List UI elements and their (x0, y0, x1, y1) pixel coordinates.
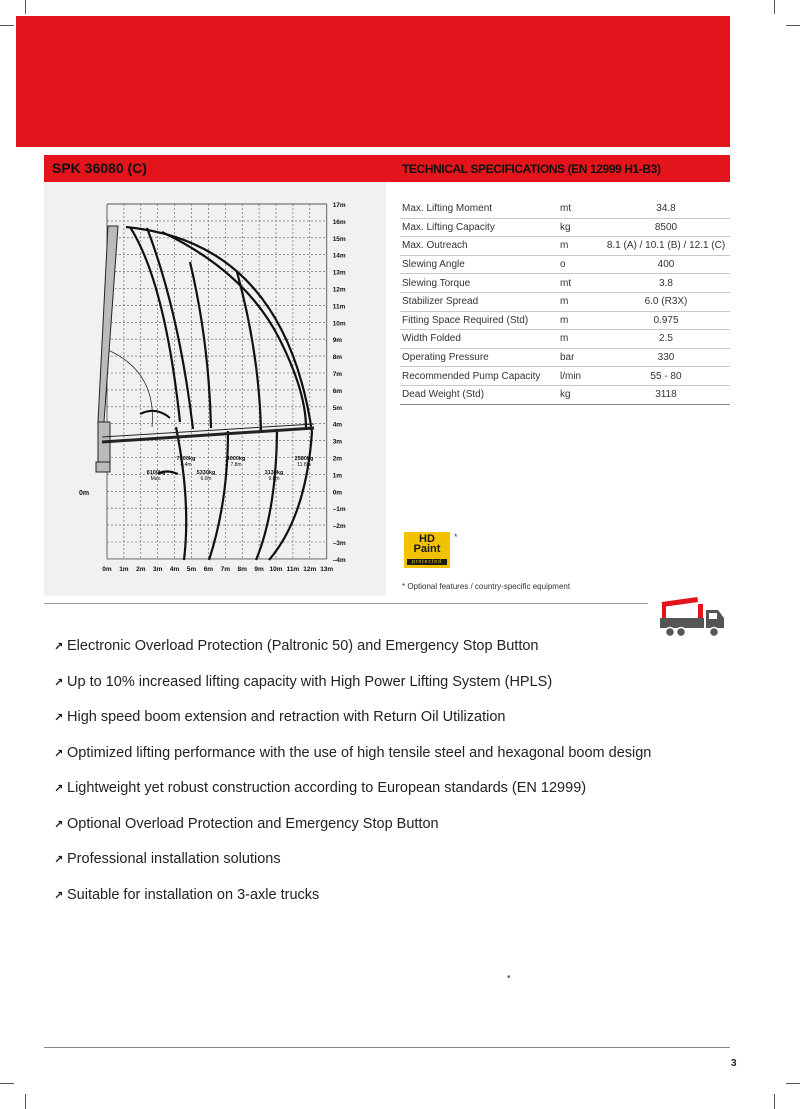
axis-label: 3m (332, 438, 343, 446)
axis-label: –1m (332, 506, 346, 514)
spec-row (400, 255, 730, 274)
spec-unit: l/min (558, 367, 602, 386)
axis-label: 8m (332, 354, 343, 362)
feature-text: High speed boom extension and retraction with Return Oil Utilization (67, 709, 506, 725)
load-distance: 9.8m (268, 476, 280, 482)
spec-unit: mt (558, 200, 602, 218)
axis-label: 3m (152, 565, 163, 573)
spec-label: Max. Outreach (400, 237, 558, 256)
arrow-icon: ↗ (54, 676, 64, 689)
axis-label: 12m (303, 565, 317, 573)
spec-unit: mt (558, 274, 602, 293)
spec-unit: kg (558, 218, 602, 237)
axis-label: 2m (136, 565, 146, 573)
arrow-icon: ↗ (54, 712, 64, 724)
spec-row (400, 367, 730, 386)
load-distance: Max. (150, 476, 162, 482)
feature-item (54, 851, 651, 887)
spec-value: 6.0 (R3X) (602, 292, 730, 311)
axis-label: –4m (332, 556, 346, 564)
header-banner (16, 16, 730, 147)
crop-mark (774, 0, 775, 14)
axis-label: 4m (169, 565, 180, 573)
axis-label: 5m (186, 565, 197, 573)
crop-mark (786, 25, 800, 26)
spec-value: 0.975 (602, 311, 730, 330)
spec-value: 3118 (602, 385, 730, 404)
axis-label: 7m (220, 565, 231, 573)
load-distance: 6.0m (200, 476, 212, 482)
arrow-icon: ↗ (54, 818, 64, 831)
spec-row (400, 311, 730, 330)
model-title: SPK 36080 (C) (52, 160, 147, 176)
spec-label: Slewing Angle (400, 255, 558, 274)
axis-label: 0m (332, 489, 343, 497)
spec-row (400, 237, 730, 256)
spec-row (400, 385, 730, 404)
feature-text: Optimized lifting performance with the use of high tensile steel and hexagonal boom design (67, 744, 652, 761)
load-curve (126, 227, 312, 432)
spec-label: Max. Lifting Moment (400, 200, 558, 218)
feature-text: Professional installation solutions (67, 851, 281, 867)
axis-label: 6m (332, 387, 343, 395)
spec-value: 400 (602, 255, 730, 274)
spec-value: 3.8 (602, 274, 730, 293)
spec-value: 55 - 80 (602, 367, 730, 386)
zero-label: 0m (79, 490, 90, 497)
feature-item (54, 709, 651, 745)
spec-label: Recommended Pump Capacity (400, 367, 558, 386)
load-weight: 2580kg (294, 456, 314, 462)
spec-value: 2.5 (602, 330, 730, 349)
spec-row (400, 200, 730, 218)
load-weight: 4000kg (226, 456, 246, 462)
axis-label: 1m (332, 472, 343, 480)
outer-reach-curve (176, 427, 186, 560)
arrow-icon: ↗ (54, 889, 64, 902)
load-diagram (44, 182, 386, 596)
bottom-axis-labels (102, 566, 333, 573)
load-diagram-panel (44, 182, 386, 596)
spec-value: 330 (602, 348, 730, 367)
hd-paint-badge (404, 532, 450, 568)
spec-unit: kg (558, 385, 602, 404)
spec-title: TECHNICAL SPECIFICATIONS (EN 12999 H1-B3) (402, 162, 661, 176)
axis-label: –3m (332, 540, 346, 547)
right-axis-labels (333, 202, 346, 564)
load-weight: 8100kg (146, 470, 166, 476)
load-curve (190, 262, 211, 428)
load-curve (147, 228, 193, 429)
axis-label: –2m (332, 523, 346, 531)
feature-text: Electronic Overload Protection (Paltronic 50) and Emergency Stop Button (67, 638, 539, 654)
arrow-icon: ↗ (54, 641, 64, 653)
axis-label: 13m (332, 269, 346, 277)
arrow-icon: ↗ (54, 747, 64, 760)
spec-unit: m (558, 292, 602, 311)
load-curve (130, 227, 180, 422)
axis-label: 6m (203, 565, 214, 573)
crop-mark (25, 0, 26, 14)
crop-mark (0, 25, 14, 26)
feature-item (54, 887, 651, 923)
feature-item (54, 780, 651, 816)
spec-value: 34.8 (602, 200, 730, 218)
model-bar (44, 155, 730, 182)
feature-item (54, 674, 651, 710)
feature-list (54, 638, 651, 922)
hd-paint-line1: HD (419, 533, 435, 545)
optional-note: * Optional features / country-specific equipment (402, 582, 571, 591)
feature-text: Suitable for installation on 3-axle trucks (67, 886, 320, 903)
slew-arc (108, 350, 152, 427)
feature-text: Lightweight yet robust construction according to European standards (EN 12999) (67, 780, 587, 796)
spec-row (400, 274, 730, 293)
section-divider (44, 603, 648, 604)
axis-label: 4m (332, 421, 343, 429)
axis-label: 11m (286, 565, 300, 573)
spec-label: Stabilizer Spread (400, 292, 558, 311)
spec-label: Operating Pressure (400, 348, 558, 367)
spec-unit: bar (558, 348, 602, 367)
spec-unit: m (558, 237, 602, 256)
axis-label: 14m (332, 252, 346, 260)
axis-label: 16m (332, 218, 346, 226)
axis-label: 15m (332, 235, 346, 243)
axis-label: 7m (332, 371, 343, 378)
axis-label: 17m (332, 202, 346, 209)
arrow-icon: ↗ (54, 854, 64, 866)
spec-label: Fitting Space Required (Std) (400, 311, 558, 330)
load-weight: 3130kg (264, 470, 284, 476)
axis-label: 11m (332, 303, 346, 311)
hd-paint-strip: protected (407, 559, 447, 565)
spec-label: Slewing Torque (400, 274, 558, 293)
spec-unit: m (558, 330, 602, 349)
feature-text: Optional Overload Protection and Emergency Stop Button (67, 815, 439, 832)
axis-label: 13m (320, 565, 334, 573)
page-number: 3 (731, 1058, 737, 1069)
load-distance: 7.8m (230, 462, 242, 468)
axis-label: 2m (332, 455, 343, 463)
load-weight: 5330kg (196, 470, 216, 476)
spec-label: Max. Lifting Capacity (400, 218, 558, 237)
small-arc (140, 411, 170, 418)
spec-row (400, 292, 730, 311)
load-weight: 7300kg (176, 456, 196, 462)
load-curves (126, 227, 312, 560)
spec-table (400, 200, 730, 405)
crop-mark (25, 1094, 26, 1109)
truck-crane-icon (658, 592, 726, 640)
crop-mark (0, 1083, 14, 1084)
spec-value: 8500 (602, 218, 730, 237)
load-distance: 4.4m (180, 462, 192, 468)
footer-rule (44, 1047, 730, 1048)
crop-mark (786, 1083, 800, 1084)
arrow-icon: ↗ (54, 783, 64, 795)
load-curve (162, 232, 306, 428)
axis-label: 1m (119, 565, 129, 573)
axis-label: 8m (237, 565, 247, 573)
axis-label: 12m (332, 286, 346, 294)
feature-item (54, 745, 651, 781)
spec-value: 8.1 (A) / 10.1 (B) / 12.1 (C) (602, 237, 730, 256)
spec-unit: m (558, 311, 602, 330)
load-distance: 11.8m (297, 462, 311, 468)
spec-label: Dead Weight (Std) (400, 385, 558, 404)
axis-label: 10m (269, 565, 283, 573)
spec-row (400, 218, 730, 237)
axis-label: 9m (332, 337, 343, 345)
feature-item (54, 638, 651, 674)
spec-row (400, 348, 730, 367)
spec-row (400, 330, 730, 349)
hd-paint-line2: Paint (413, 543, 441, 555)
axis-label: 5m (332, 404, 343, 412)
feature-text: Up to 10% increased lifting capacity with High Power Lifting System (HPLS) (67, 673, 553, 690)
badge-asterisk: * (454, 532, 458, 542)
crop-mark (774, 1094, 775, 1109)
axis-label: 9m (254, 565, 264, 573)
load-labels (147, 456, 314, 482)
axis-label: 10m (332, 320, 346, 328)
spec-unit: o (558, 255, 602, 274)
axis-label: 0m (102, 565, 112, 573)
spec-label: Width Folded (400, 330, 558, 349)
feature-item (54, 816, 651, 852)
dot-mark: • (507, 972, 511, 983)
